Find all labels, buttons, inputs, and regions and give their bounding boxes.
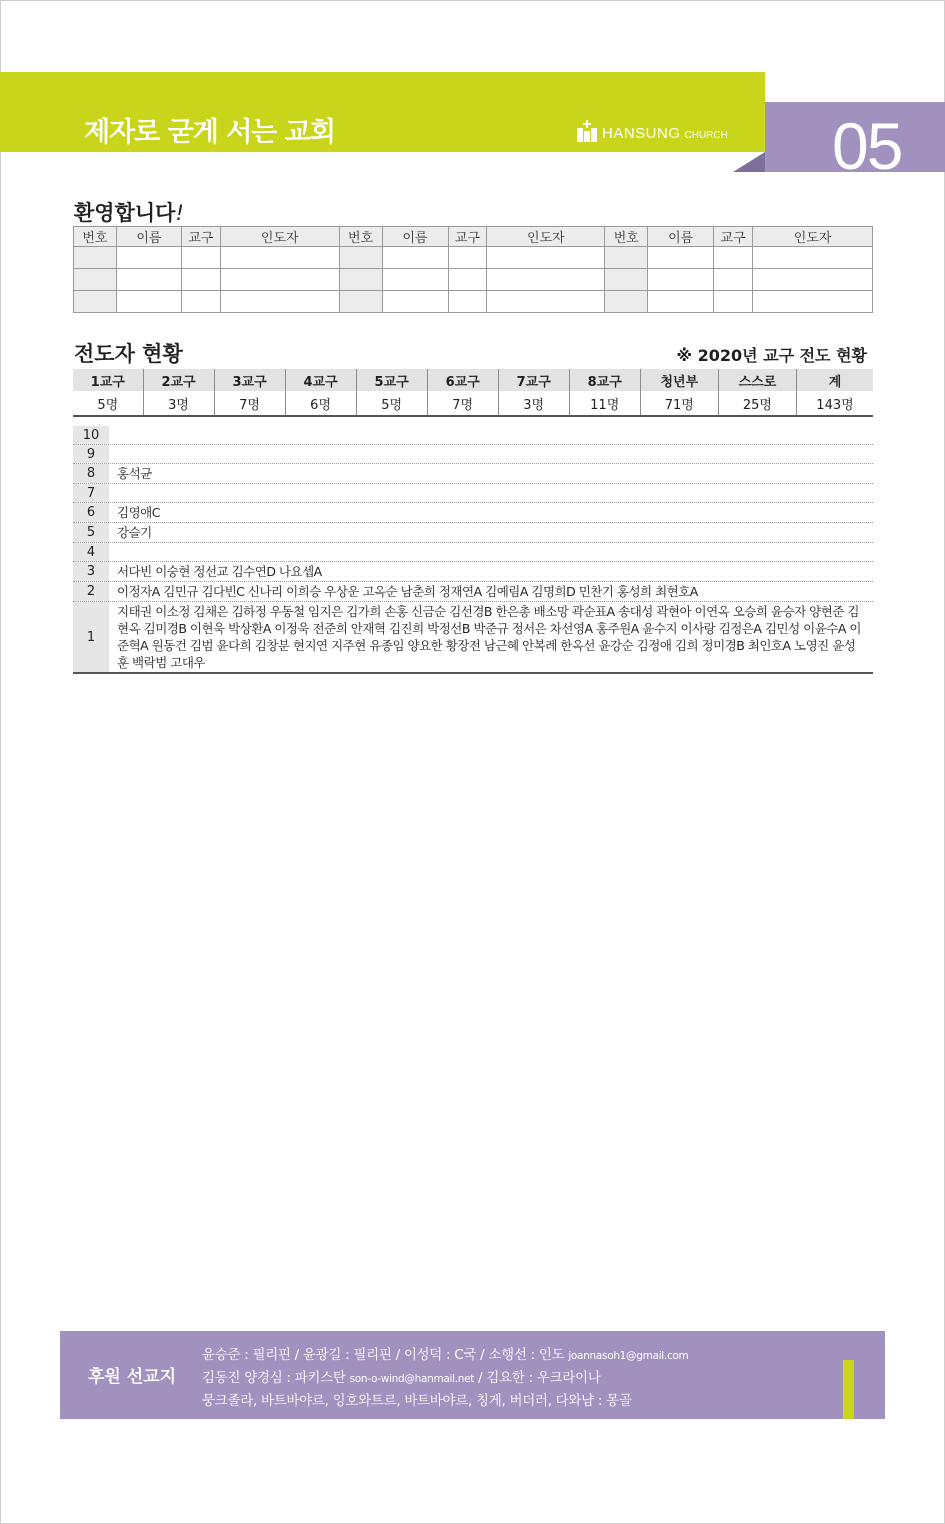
welcome-row [74, 291, 873, 313]
email-link[interactable]: son-o-wind@hanmail.net [349, 1373, 475, 1385]
table-cell: 25명 [718, 391, 796, 416]
tier-level: 2 [73, 582, 109, 601]
col-header: 7교구 [498, 369, 569, 391]
tier-row [73, 601, 873, 672]
missionary-footer [60, 1331, 885, 1419]
footer-accent-bar [843, 1360, 854, 1419]
col-header: 1교구 [73, 369, 143, 391]
tier-names: 홍석균 [117, 466, 152, 481]
footer-label: 후원 선교지 [88, 1367, 177, 1387]
tier-names: 이정자A 김민규 김다빈C 신나리 이희승 우상운 고옥순 남춘희 정재연A 김예림A 김명희D 민찬기 홍성희 최현호A [117, 584, 698, 599]
tier-names [109, 445, 873, 463]
table-cell: 71명 [640, 391, 718, 416]
footer-line-1-text: 윤승준 : 필리핀 / 윤광길 : 필리핀 / 이성덕 : C국 / 소행선 : 인도 [202, 1347, 565, 1363]
col-header: 2교구 [143, 369, 214, 391]
welcome-title-text: 환영합니다 [74, 201, 176, 225]
tier-level: 9 [73, 445, 109, 463]
welcome-row [74, 247, 873, 269]
brand-sub: CHURCH [684, 130, 728, 141]
table-cell: 5명 [356, 391, 427, 416]
church-icon [577, 120, 597, 142]
footer-line-1 [202, 1343, 689, 1363]
col-header: 번호 [605, 227, 648, 247]
tier-row [73, 463, 873, 483]
col-header: 청년부 [640, 369, 718, 391]
welcome-title-mark: ! [175, 201, 184, 225]
col-header: 교구 [714, 227, 753, 247]
evangelist-table [73, 369, 873, 417]
evangelist-header-row [73, 369, 873, 391]
table-cell: 6명 [285, 391, 356, 416]
col-header: 인도자 [220, 227, 339, 247]
evangelist-tier-list [73, 426, 873, 674]
col-header: 번호 [339, 227, 382, 247]
footer-line-3: 뭉크졸라, 바트바야르, 잉호와트르, 바트바야르, 칭게, 버더러, 다와냠 : 몽골 [202, 1393, 632, 1409]
tier-level: 5 [73, 523, 109, 542]
tier-row [73, 483, 873, 502]
col-header: 5교구 [356, 369, 427, 391]
page-number: 05 [832, 109, 902, 183]
footer-line-2-text: 김동진 양경심 : 파키스탄 [202, 1370, 346, 1386]
col-header: 번호 [74, 227, 117, 247]
brand-name: HANSUNG [602, 125, 681, 142]
table-cell: 3명 [143, 391, 214, 416]
tier-names: 강슬기 [117, 525, 152, 540]
col-header: 이름 [116, 227, 181, 247]
tier-row [73, 426, 873, 444]
welcome-row [74, 269, 873, 291]
table-cell: 7명 [214, 391, 285, 416]
evangelist-note: ※ 2020년 교구 전도 현황 [676, 346, 867, 365]
col-header: 계 [796, 369, 873, 391]
tier-names: 김영애C [117, 505, 160, 520]
tier-row [73, 581, 873, 601]
footer-line-2 [202, 1366, 601, 1386]
col-header: 인도자 [753, 227, 873, 247]
col-header: 교구 [181, 227, 220, 247]
tier-row [73, 444, 873, 463]
welcome-title [74, 197, 184, 227]
table-cell: 3명 [498, 391, 569, 416]
table-cell: 143명 [796, 391, 873, 416]
table-cell: 11명 [569, 391, 640, 416]
email-link[interactable]: joannasoh1@gmail.com [568, 1350, 689, 1362]
tier-row [73, 502, 873, 522]
col-header: 이름 [648, 227, 714, 247]
col-header: 4교구 [285, 369, 356, 391]
church-logo [577, 120, 728, 142]
tier-names: 서다빈 이숭현 정선교 김수연D 나요셉A [117, 564, 322, 579]
tier-level: 10 [73, 426, 109, 444]
tier-row [73, 542, 873, 561]
col-header: 스스로 [718, 369, 796, 391]
page-tab-fold [733, 152, 765, 172]
footer-line-2-tail: / 김요한 : 우크라이나 [478, 1370, 601, 1386]
tier-names: 지태권 이소정 김채은 김하정 우동철 임지은 김가희 손홍 신금순 김선경B 한은총 배소망 곽순표A 송대성 곽현아 이연옥 오승희 윤승자 양현준 김현옥 김미경B 이현욱 박상환A 이정욱 전준희 안재혁 김진희 박정선B 박준규 정서은 차선영A 홍주원A 윤수지 이사랑 김정은A 김민성 이윤수A 이준혁A 원동건 김범 윤다희 김창분 현지연 지주현 유종임 양요한 황장전 남근혜 안복례 한옥선 윤강순 김정애 김희 정미경B 최인호A 노영진 윤성훈 백락범 고대우 [117, 604, 861, 670]
tier-names [109, 543, 873, 561]
table-cell: 5명 [73, 391, 143, 416]
col-header: 3교구 [214, 369, 285, 391]
tier-names [109, 484, 873, 502]
table-cell: 7명 [427, 391, 498, 416]
tier-row [73, 522, 873, 542]
col-header: 8교구 [569, 369, 640, 391]
tier-level: 6 [73, 503, 109, 522]
col-header: 이름 [382, 227, 448, 247]
col-header: 인도자 [487, 227, 605, 247]
tier-level: 3 [73, 562, 109, 581]
page-title: 제자로 굳게 서는 교회 [84, 117, 335, 148]
tier-level: 4 [73, 543, 109, 561]
tier-names [109, 426, 873, 444]
tier-level: 1 [73, 602, 109, 672]
tier-level: 7 [73, 484, 109, 502]
evangelist-title: 전도자 현황 [74, 342, 183, 366]
welcome-header-row [74, 227, 873, 247]
tier-row [73, 561, 873, 581]
tier-level: 8 [73, 464, 109, 483]
welcome-table [73, 226, 873, 313]
col-header: 교구 [448, 227, 487, 247]
evangelist-value-row [73, 391, 873, 416]
col-header: 6교구 [427, 369, 498, 391]
